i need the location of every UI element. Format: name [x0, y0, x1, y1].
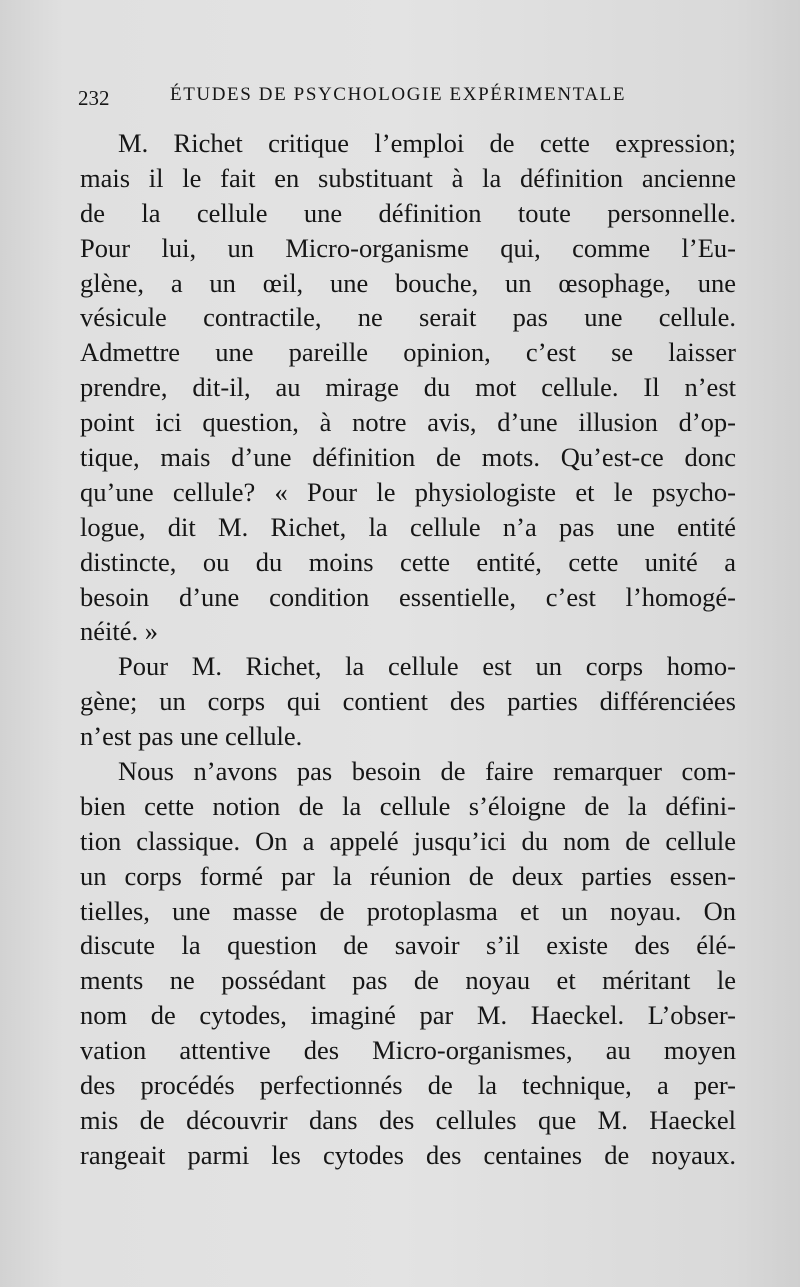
text-line: n’est pas une cellule.	[80, 721, 303, 752]
running-head	[78, 80, 738, 110]
body-text	[80, 126, 736, 1173]
paragraph-1	[80, 126, 736, 649]
text-line: besoin d’une condition essentielle, c’est l’homogé-	[80, 581, 736, 612]
text-line: un corps formé par la réunion de deux parties essen-	[80, 860, 736, 891]
text-line: glène, a un œil, une bouche, un œsophage, une	[80, 267, 736, 298]
text-line: Pour M. Richet, la cellule est un corps homo-	[118, 651, 736, 682]
text-line: Admettre une pareille opinion, c’est se laisser	[80, 337, 736, 368]
text-line: qu’une cellule? « Pour le physiologiste et le psycho-	[80, 476, 736, 507]
paragraph-2	[80, 649, 736, 754]
text-line: tion classique. On a appelé jusqu’ici du nom de cellule	[80, 825, 736, 856]
text-line: Pour lui, un Micro-organisme qui, comme l’Eu-	[80, 232, 736, 263]
text-line: néité. »	[80, 616, 158, 647]
text-line: discute la question de savoir s’il existe des élé-	[80, 930, 736, 961]
text-line: de la cellule une définition toute personnelle.	[80, 197, 736, 228]
text-line: gène; un corps qui contient des parties différenciées	[80, 686, 736, 717]
text-line: prendre, dit-il, au mirage du mot cellule. Il n’est	[80, 372, 736, 403]
text-line: ments ne possédant pas de noyau et méritant le	[80, 965, 736, 996]
text-line: tielles, une masse de protoplasma et un noyau. On	[80, 895, 736, 926]
text-line: mis de découvrir dans des cellules que M. Haeckel	[80, 1104, 736, 1135]
text-line: des procédés perfectionnés de la technique, a per-	[80, 1070, 736, 1101]
text-line: logue, dit M. Richet, la cellule n’a pas une entité	[80, 511, 736, 542]
text-line: Nous n’avons pas besoin de faire remarquer com-	[118, 756, 736, 787]
text-line: tique, mais d’une définition de mots. Qu’est-ce donc	[80, 442, 736, 473]
text-line: rangeait parmi les cytodes des centaines de noyaux.	[80, 1139, 736, 1170]
text-line: vésicule contractile, ne serait pas une cellule.	[80, 302, 736, 333]
text-line: point ici question, à notre avis, d’une illusion d’op-	[80, 407, 736, 438]
running-title: ÉTUDES DE PSYCHOLOGIE EXPÉRIMENTALE	[170, 84, 627, 105]
text-line: nom de cytodes, imaginé par M. Haeckel. L’obser-	[80, 1000, 736, 1031]
text-line: M. Richet critique l’emploi de cette expression;	[118, 128, 736, 158]
text-line: mais il le fait en substituant à la définition ancienne	[80, 162, 736, 193]
text-line: vation attentive des Micro-organismes, au moyen	[80, 1035, 736, 1066]
text-line: bien cette notion de la cellule s’éloigne de la défini-	[80, 790, 736, 821]
text-line: distincte, ou du moins cette entité, cette unité a	[80, 546, 736, 577]
paragraph-3	[80, 754, 736, 1173]
page-number: 232	[78, 86, 110, 110]
